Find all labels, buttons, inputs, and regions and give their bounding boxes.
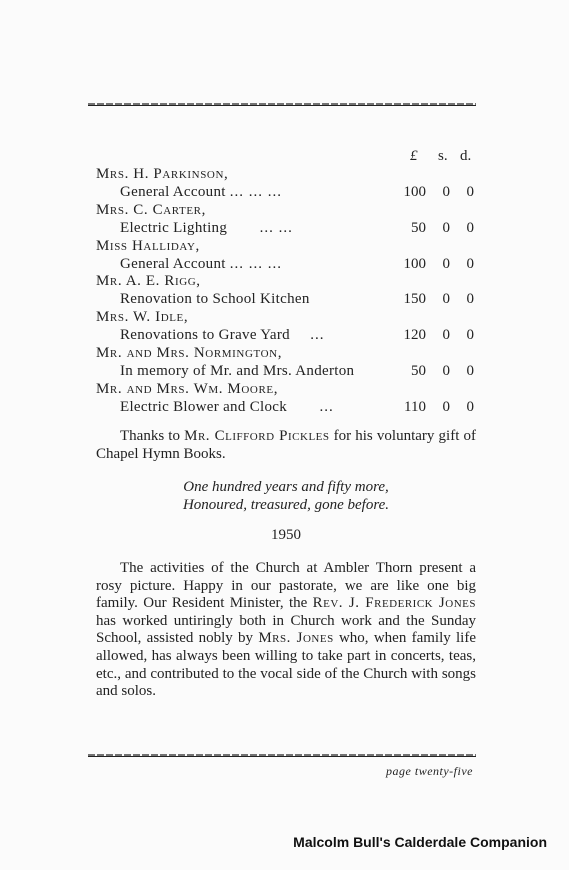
donation-entry: [96, 308, 476, 344]
donor-name: Mr. A. E. Rigg,: [96, 273, 201, 290]
amount-pounds: 120: [403, 327, 426, 344]
donation-entry: [96, 272, 476, 308]
donation-entry: [96, 380, 476, 416]
top-ornamental-rule: [88, 101, 476, 107]
verse: [96, 478, 476, 514]
amount-shillings: 0: [442, 327, 450, 344]
thanks-name: Mr. Clifford Pickles: [184, 428, 330, 444]
amount-pounds: 100: [403, 255, 426, 272]
amount-pence: 0: [466, 362, 474, 379]
amount-pence: 0: [466, 398, 474, 415]
amount-pence: 0: [466, 255, 474, 272]
page-number: page twenty-five: [386, 764, 473, 778]
pence-column-header: d.: [460, 148, 472, 164]
donation-purpose: Renovation to School Kitchen: [120, 291, 310, 308]
amount-pounds: 50: [411, 219, 426, 236]
year-heading: 1950: [271, 527, 301, 543]
verse-line-1: One hundred years and fifty more,: [183, 479, 389, 495]
amount-pounds: 100: [403, 184, 426, 200]
pounds-column-header: £: [410, 148, 418, 164]
leader-dots: ... ... ...: [229, 184, 283, 200]
verse-line-2: Honoured, treasured, gone before.: [182, 497, 390, 513]
donations-list: [96, 165, 476, 416]
donation-purpose: Renovations to Grave Yard ...: [120, 327, 325, 344]
donation-purpose: General Account ... ... ...: [120, 184, 283, 200]
donor-name: Mrs. H. Parkinson,: [96, 166, 229, 182]
amount-shillings: 0: [442, 291, 450, 308]
leader-dots: ... ...: [259, 219, 293, 236]
amount-shillings: 0: [442, 255, 450, 272]
amount-shillings: 0: [442, 362, 450, 379]
donor-name: Mrs. C. Carter,: [96, 201, 206, 218]
leader-dots: ...: [319, 398, 334, 415]
amount-pence: 0: [466, 219, 474, 236]
activities-paragraph: The activities of the Church at Ambler Thorn present a rosy picture. Happy in our pastorate, we are like one big family. Our Resident Minister, the Rev. J. Frederick Jones has worked untiringly both in Church work and the Sunday School, assisted nobly by Mrs. Jones who, when family life allowed, has always been willing to take part in concerts, teas, etc., and contributed to the vocal side of the Church with songs and solos.: [96, 560, 476, 700]
thanks-paragraph: Thanks to Mr. Clifford Pickles for his voluntary gift of Chapel Hymn Books.: [96, 428, 476, 462]
amount-pence: 0: [466, 184, 474, 200]
amount-pounds: 110: [404, 398, 426, 415]
donation-purpose: In memory of Mr. and Mrs. Anderton: [120, 362, 355, 379]
amount-pence: 0: [466, 291, 474, 308]
donation-purpose: Electric Lighting ... ...: [120, 219, 293, 236]
donor-name: Mr. and Mrs. Wm. Moore,: [96, 380, 279, 397]
donor-name: Miss Halliday,: [96, 237, 200, 254]
shillings-column-header: s.: [438, 148, 448, 164]
leader-dots: ...: [310, 327, 325, 344]
donation-entry: [96, 201, 476, 237]
amount-pence: 0: [466, 327, 474, 344]
donation-entry: [96, 165, 476, 201]
wife-name: Mrs. Jones: [258, 630, 334, 647]
donation-purpose: Electric Blower and Clock ...: [120, 398, 334, 415]
donor-name: Mr. and Mrs. Normington,: [96, 344, 283, 361]
minister-name: Rev. J. Frederick Jones: [312, 595, 476, 612]
bottom-ornamental-rule: [88, 752, 476, 758]
amount-shillings: 0: [442, 398, 450, 415]
leader-dots: ... ... ...: [229, 255, 283, 272]
donation-purpose: General Account ... ... ...: [120, 255, 283, 272]
amount-shillings: 0: [442, 184, 450, 200]
watermark: Malcolm Bull's Calderdale Companion: [293, 834, 547, 850]
amount-pounds: 150: [403, 291, 426, 308]
donor-name: Mrs. W. Idle,: [96, 309, 189, 326]
amount-pounds: 50: [411, 362, 426, 379]
donation-entry: [96, 237, 476, 273]
donation-entry: [96, 344, 476, 380]
amount-shillings: 0: [442, 219, 450, 236]
